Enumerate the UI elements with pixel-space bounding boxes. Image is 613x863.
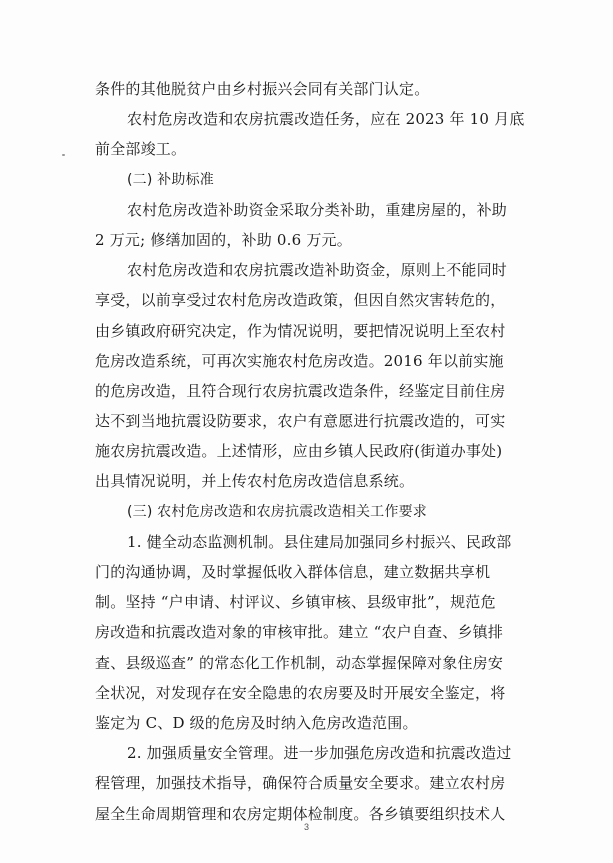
body-line: 由乡镇政府研究决定，作为情况说明，要把情况说明上至农村 [95,321,506,340]
body-line: 达不到当地抗震设防要求，农户有意愿进行抗震改造的，可实 [95,412,506,431]
body-line: 出具情况说明，并上传农村危房改造信息系统。 [95,472,415,491]
body-line: 全状况，对发现存在安全隐患的农房要及时开展安全鉴定，将 [95,683,506,702]
body-line: 2. 加强质量安全管理。进一步加强危房改造和抗震改造过 [127,744,512,763]
document-body [95,74,533,829]
body-line: 制。坚持 “户申请、村评议、乡镇审核、县级审批”，规范危 [95,593,496,612]
body-line: 危房改造系统，可再次实施农村危房改造。2016 年以前实施 [95,351,504,370]
body-line: 房改造和抗震改造对象的审核审批。建立 “农户自查、乡镇排 [95,623,504,642]
body-line: 程管理，加强技术指导，确保符合质量安全要求。建立农村房 [95,774,506,793]
section-heading: (二) 补助标准 [127,171,214,188]
body-line: 农村危房改造和农房抗震改造补助资金，原则上不能同时 [127,261,508,280]
scan-speck [62,154,65,156]
body-line: 鉴定为 C、D 级的危房及时纳入危房改造范围。 [95,713,418,732]
body-line: 条件的其他脱贫户由乡村振兴会同有关部门认定。 [95,80,430,98]
body-line: 农村危房改造和农房抗震改造任务，应在 2023 年 10 月底 [127,110,525,129]
section-heading: (三) 农村危房改造和农房抗震改造相关工作要求 [127,503,427,520]
page-number: 3 [303,822,309,832]
body-line: 施农房抗震改造。上述情形，应由乡镇人民政府(街道办事处) [95,442,503,461]
body-line: 农村危房改造补助资金采取分类补助，重建房屋的，补助 [127,200,508,219]
body-line: 屋全生命周期管理和农房定期体检制度。各乡镇要组织技术人 [95,804,506,823]
body-line: 1. 健全动态监测机制。县住建局加强同乡村振兴、民政部 [127,532,512,551]
body-line: 的危房改造，且符合现行农房抗震改造条件，经鉴定目前住房 [95,381,506,400]
body-line: 前全部竣工。 [95,140,187,159]
body-line: 门的沟通协调，及时掌握低收入群体信息，建立数据共享机 [95,563,491,581]
body-line: 查、县级巡查” 的常态化工作机制，动态掌握保障对象住房安 [95,653,504,672]
body-line: 2 万元; 修缮加固的，补助 0.6 万元。 [95,230,352,249]
body-line: 享受，以前享受过农村危房改造政策，但因自然灾害转危的， [95,291,506,310]
